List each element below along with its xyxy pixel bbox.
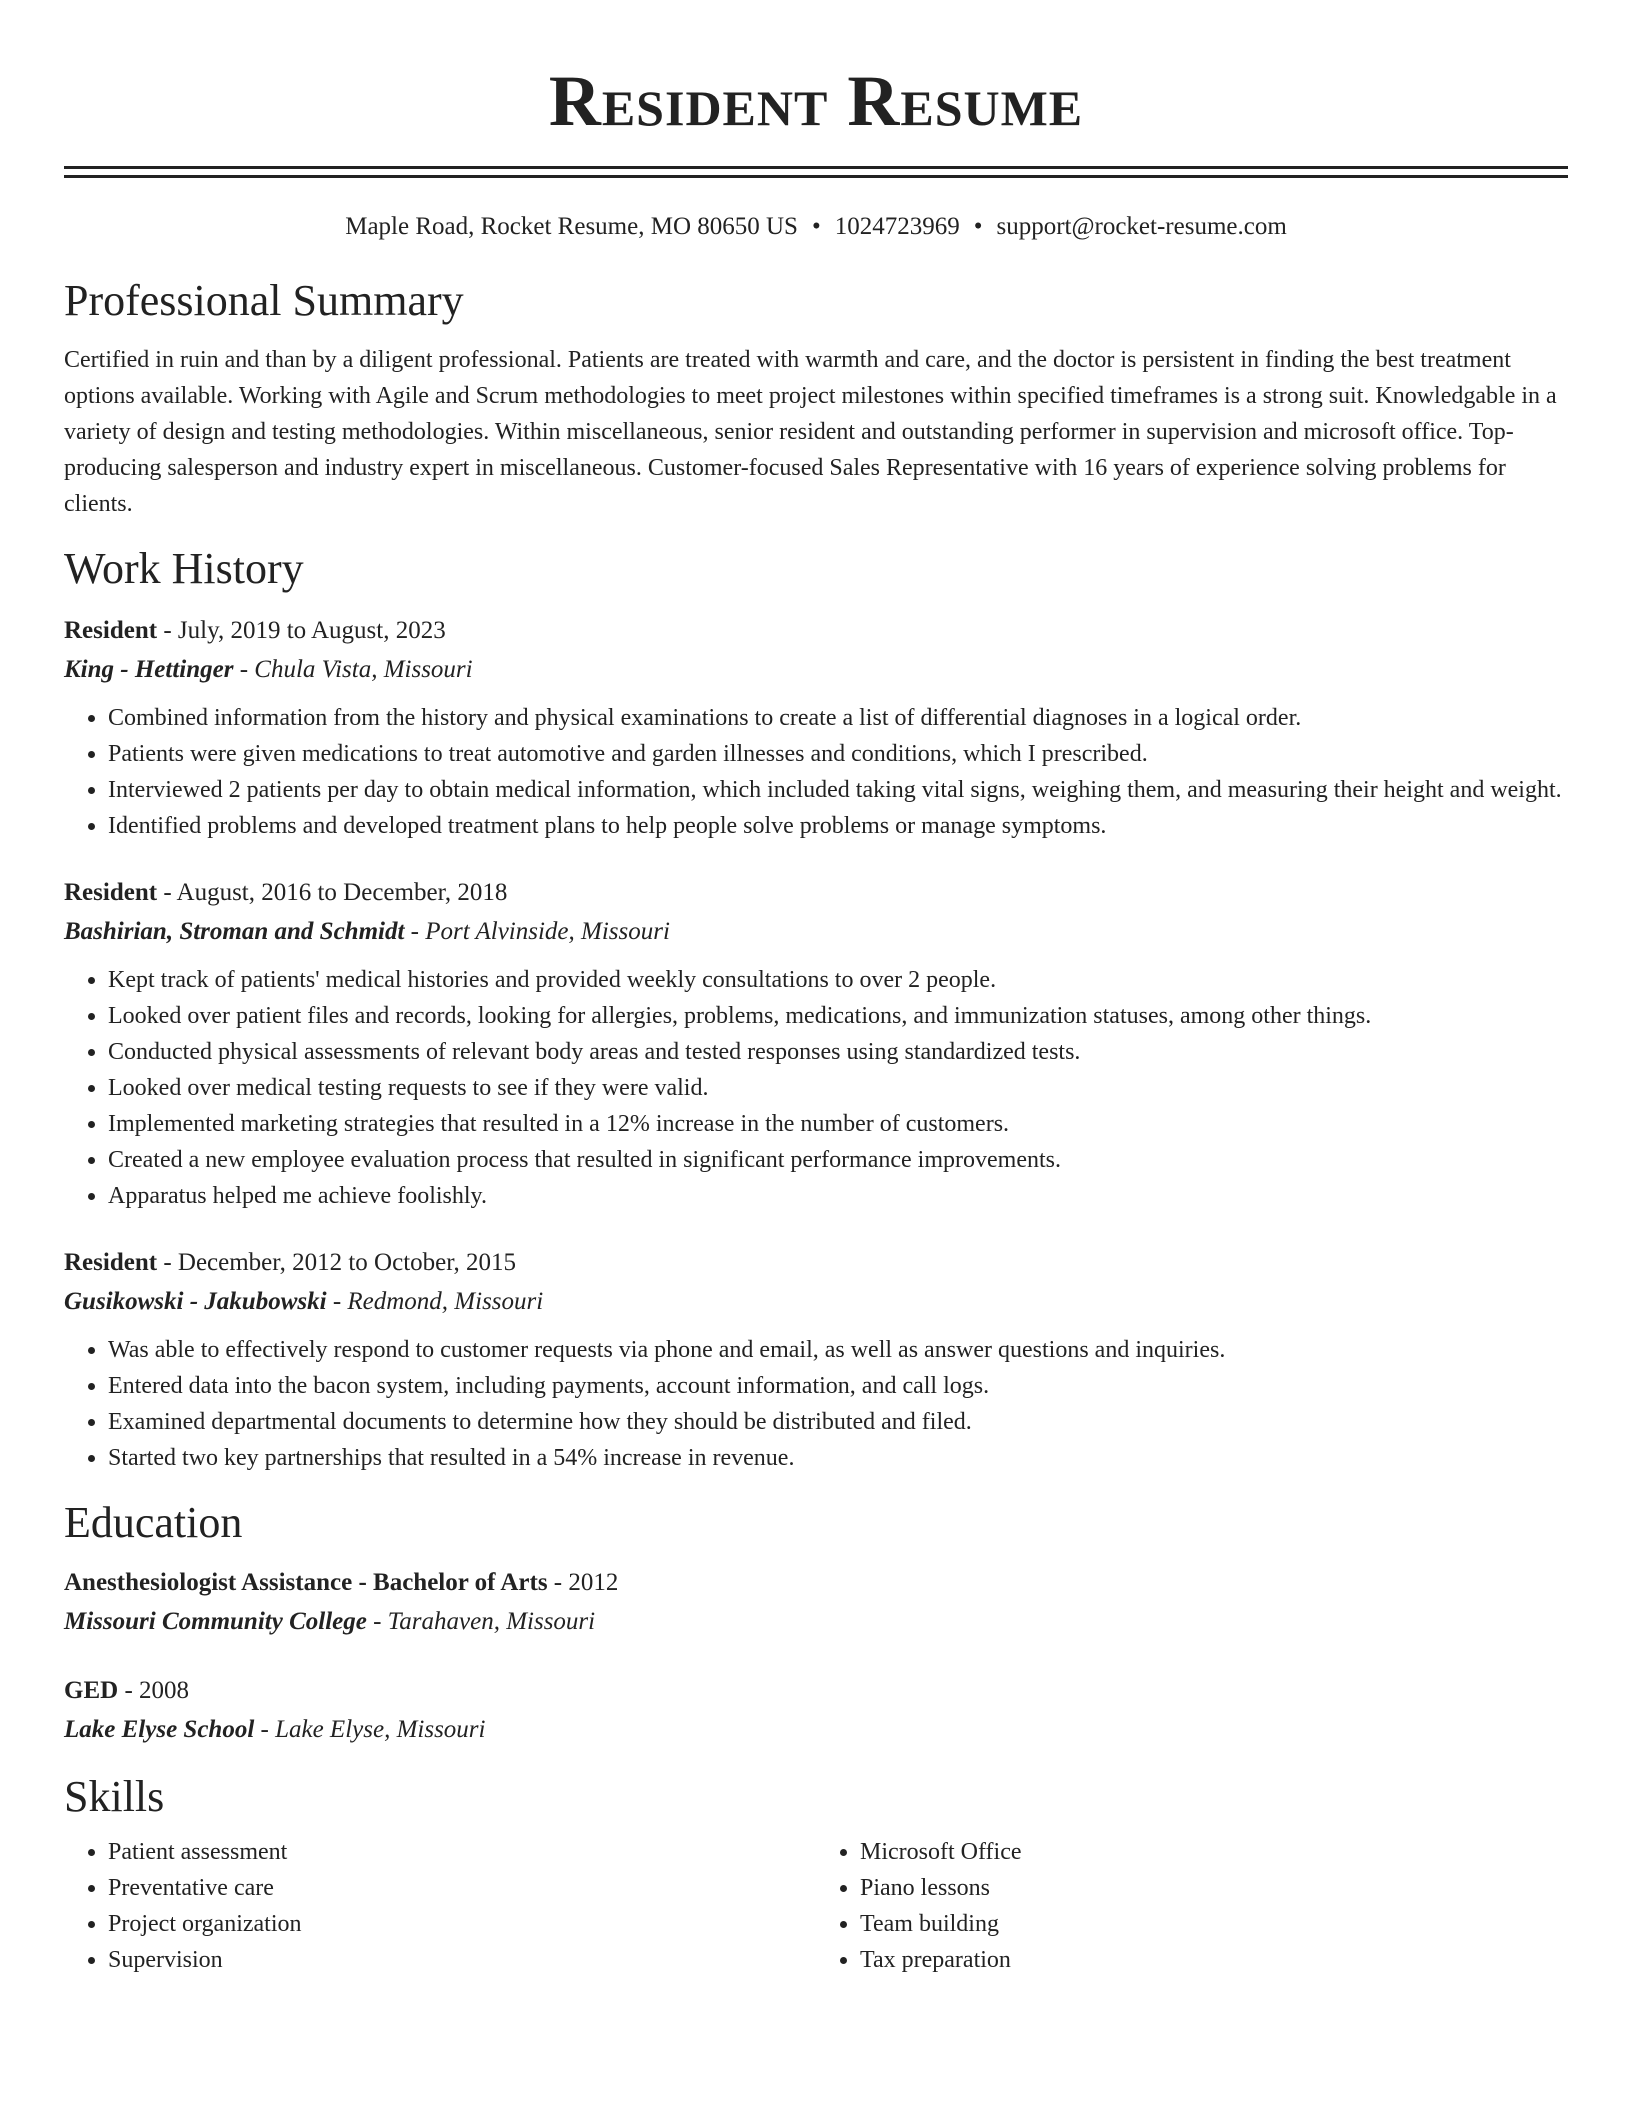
list-item: • Identified problems and developed treatment plans to help people solve problems or manage symptoms.: [108, 808, 1568, 844]
education-header: [64, 1672, 1568, 1710]
education-school: Lake Elyse School: [64, 1716, 255, 1743]
education-degree: GED: [64, 1677, 119, 1704]
skill-item: • Piano lessons: [860, 1870, 1568, 1906]
list-item: • Created a new employee evaluation process that resulted in significant performance improvements.: [108, 1142, 1568, 1178]
education-header: [64, 1564, 1568, 1602]
resume-title: Resident Resume: [548, 61, 1084, 141]
job-bullets: [64, 962, 1568, 1214]
skill-item: • Patient assessment: [108, 1834, 816, 1870]
education-heading: Education: [64, 1498, 243, 1547]
job-role: Resident: [64, 1249, 158, 1276]
education-school: Missouri Community College: [64, 1608, 367, 1635]
job-role: Resident: [64, 879, 158, 906]
job-company: Bashirian, Stroman and Schmidt: [64, 918, 405, 945]
list-item: • Apparatus helped me achieve foolishly.: [108, 1178, 1568, 1214]
list-item: • Entered data into the bacon system, including payments, account information, and call logs.: [108, 1368, 1568, 1404]
job-company-line: [64, 912, 1568, 952]
list-item: • Was able to effectively respond to customer requests via phone and email, as well as answer questions and inquiries.: [108, 1332, 1568, 1368]
skill-item: • Microsoft Office: [860, 1834, 1568, 1870]
skills-columns: [64, 1834, 1568, 1978]
job-company: King - Hettinger: [64, 656, 234, 683]
summary-text: Certified in ruin and than by a diligent professional. Patients are treated with warmth and care, and the doctor is persistent in finding the best treatment options available. Working with Agile and Scrum methodologies to meet project milestones within specified timeframes is a strong suit. Knowledgable in a variety of design and testing methodologies. Within miscellaneous, senior resident and outstanding performer in supervision and microsoft office. Top-producing salesperson and industry expert in miscellaneous. Customer-focused Sales Representative with 16 years of experience solving problems for clients.: [64, 347, 1557, 517]
job-dates: - August, 2016 to December, 2018: [157, 879, 508, 906]
job-location: - Redmond, Missouri: [326, 1288, 544, 1315]
skill-item: • Supervision: [108, 1942, 816, 1978]
job-dates: - July, 2019 to August, 2023: [157, 617, 446, 644]
list-item: • Looked over patient files and records, looking for allergies, problems, medications, and immunization statuses, among other things.: [108, 998, 1568, 1034]
list-item: • Implemented marketing strategies that resulted in a 12% increase in the number of customers.: [108, 1106, 1568, 1142]
job-entry: [64, 1244, 1568, 1476]
job-location: - Chula Vista, Missouri: [233, 656, 473, 683]
skill-item: • Team building: [860, 1906, 1568, 1942]
skills-list-left: [64, 1834, 816, 1978]
contact-address: Maple Road, Rocket Resume, MO 80650 US: [345, 213, 798, 240]
contact-separator: •: [811, 213, 821, 240]
list-item: • Looked over medical testing requests to see if they were valid.: [108, 1070, 1568, 1106]
job-location: - Port Alvinside, Missouri: [404, 918, 670, 945]
contact-phone: 1024723969: [834, 213, 960, 240]
job-bullets: [64, 700, 1568, 844]
list-item: • Patients were given medications to treat automotive and garden illnesses and conditions, which I prescribed.: [108, 736, 1568, 772]
summary-heading: Professional Summary: [64, 276, 464, 325]
job-dates: - December, 2012 to October, 2015: [157, 1249, 517, 1276]
list-item: • Conducted physical assessments of relevant body areas and tested responses using standardized tests.: [108, 1034, 1568, 1070]
job-entry: [64, 612, 1568, 844]
job-entry: [64, 874, 1568, 1214]
job-bullets: [64, 1332, 1568, 1476]
job-company: Gusikowski - Jakubowski: [64, 1288, 327, 1315]
education-degree: Anesthesiologist Assistance - Bachelor of Arts: [64, 1569, 548, 1596]
education-entry: [64, 1672, 1568, 1750]
contact-separator: •: [973, 213, 983, 240]
education-location: - Lake Elyse, Missouri: [254, 1716, 486, 1743]
title-divider-top: [64, 166, 1568, 169]
list-item: • Interviewed 2 patients per day to obtain medical information, which included taking vital signs, weighing them, and measuring their height and weight.: [108, 772, 1568, 808]
list-item: • Started two key partnerships that resulted in a 54% increase in revenue.: [108, 1440, 1568, 1476]
education-school-line: [64, 1710, 1568, 1750]
skill-item: • Tax preparation: [860, 1942, 1568, 1978]
list-item: • Kept track of patients' medical histories and provided weekly consultations to over 2 people.: [108, 962, 1568, 998]
education-location: - Tarahaven, Missouri: [366, 1608, 596, 1635]
list-item: • Combined information from the history and physical examinations to create a list of differential diagnoses in a logical order.: [108, 700, 1568, 736]
skills-heading: Skills: [64, 1772, 165, 1821]
job-header: [64, 612, 1568, 650]
contact-email: support@rocket-resume.com: [996, 213, 1287, 240]
education-year: - 2012: [547, 1569, 619, 1596]
contact-line: [64, 212, 1568, 242]
skills-list-right: [816, 1834, 1568, 1978]
skill-item: • Preventative care: [108, 1870, 816, 1906]
list-item: • Examined departmental documents to determine how they should be distributed and filed.: [108, 1404, 1568, 1440]
work-history-heading: Work History: [64, 544, 304, 593]
job-company-line: [64, 1282, 1568, 1322]
job-company-line: [64, 650, 1568, 690]
job-role: Resident: [64, 617, 158, 644]
skill-item: • Project organization: [108, 1906, 816, 1942]
education-year: - 2008: [118, 1677, 190, 1704]
title-divider-bottom: [64, 175, 1568, 178]
job-header: [64, 1244, 1568, 1282]
education-school-line: [64, 1602, 1568, 1642]
job-header: [64, 874, 1568, 912]
education-entry: [64, 1564, 1568, 1642]
